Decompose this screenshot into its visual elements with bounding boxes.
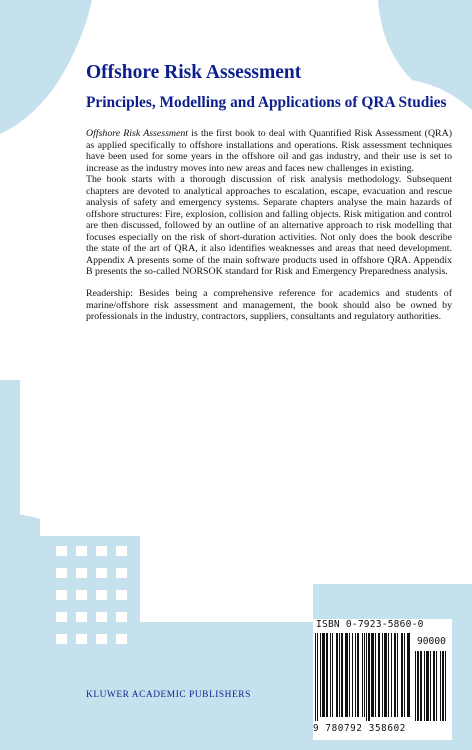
description-book-title: Offshore Risk Assessment (86, 128, 189, 139)
description-paragraph-2: The book starts with a thorough discussion of risk analysis methodology. Subsequent chapters are devoted to analytical approaches to escalation, escape, evacuation and rescue analysis of safety and emergency systems. Separate chapters analyse the main hazards of offshore structures: Fire, explosion, collision and falling objects. Risk mitigation and control are then discussed, followed by an outline of an alternative approach to risk modelling that focuses especially on the risk of short-duration activities. Not only does the book describe the state of the art of QRA, it also identifies weaknesses and areas that need development. Appendix A presents some of the main software products used in offshore QRA. Appendix B presents the so-called NORSOK standard for Risk and Emergency Preparedness analysis. (86, 174, 452, 277)
book-description (86, 128, 452, 323)
book-subtitle: Principles, Modelling and Applications of QRA Studies (86, 94, 447, 111)
readership-paragraph: Readership: Besides being a comprehensive reference for academics and students of marine/offshore risk assessment and management, the book should also be owned by professionals in the industry, contractors, suppliers, consultants and regulatory authorities. (86, 288, 452, 322)
book-title: Offshore Risk Assessment (86, 62, 302, 83)
barcode-panel (313, 619, 452, 740)
isbn-label: ISBN 0-7923-5860-0 (316, 619, 424, 630)
ean-barcode (315, 633, 411, 723)
ean-digits: 9 780792 358602 (313, 723, 406, 734)
publisher-name: KLUWER ACADEMIC PUBLISHERS (86, 690, 251, 700)
addon-barcode (415, 651, 449, 723)
description-paragraph-1 (86, 128, 452, 174)
price-code: 90000 (417, 636, 446, 647)
description-intro-text: is the first book to deal with Quantified Risk Assessment (QRA) as applied specifically to offshore installations and operations. Risk assessment techniques have been used for some years in the offshore oil and gas industry, and their use is set to increase as the industry moves into new areas and faces new challenges in existing. (86, 128, 453, 174)
